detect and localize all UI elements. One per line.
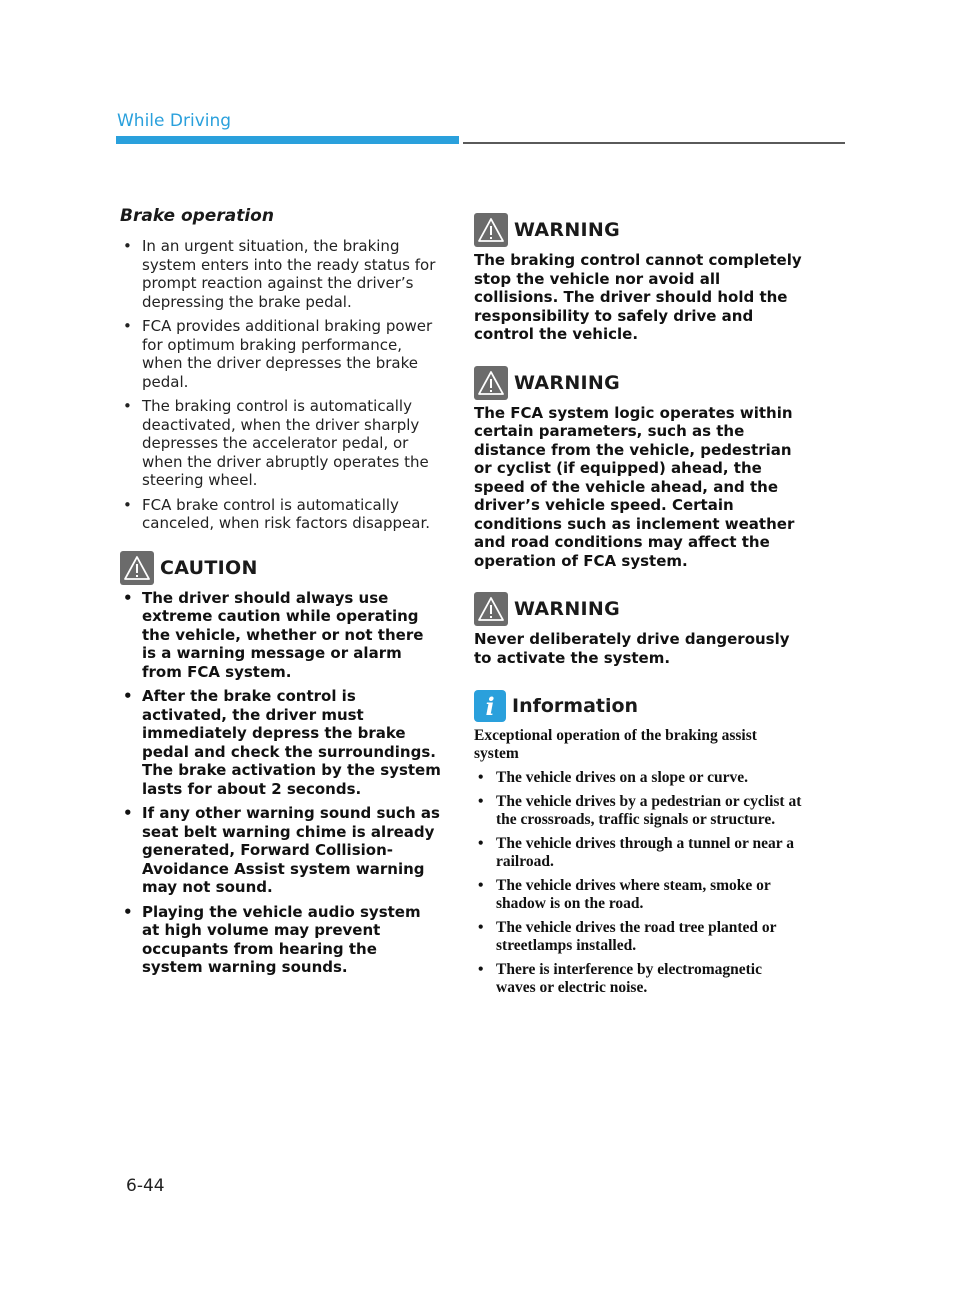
list-item [474,961,804,997]
bullet: • [478,961,484,978]
list-item-text: The vehicle drives where steam, smoke or shadow is on the road. [496,877,771,912]
warning-header [474,213,804,247]
caution-notice [120,551,442,977]
list-item [120,804,442,897]
warning-text: The braking control cannot completely stop the vehicle nor avoid all collisions. The driver should hold the responsibility to safely drive and control the vehicle. [474,251,802,343]
bullet: • [478,793,484,810]
bullet: • [123,687,133,705]
info-icon: i [474,690,506,722]
information-lead: Exceptional operation of the braking assist system [474,727,757,762]
bullet: • [123,495,132,514]
list-item [120,237,442,311]
list-item-text: The braking control is automatically deactivated, when the driver sharply depresses the accelerator pedal, or when the driver abruptly operates the steering wheel. [142,397,429,489]
list-item-text: The vehicle drives on a slope or curve. [496,769,748,786]
list-item [474,769,804,787]
list-item [474,835,804,871]
section-title: While Driving [117,111,232,131]
warning-triangle-icon [120,551,154,585]
header-accent-rule [116,136,459,144]
warning-triangle-icon [474,366,508,400]
list-item-text: FCA brake control is automatically canceled, when risk factors disappear. [142,495,431,532]
caution-label: CAUTION [160,556,258,579]
bullet: • [123,317,132,335]
right-column [474,213,804,1003]
list-item [474,877,804,913]
warning-label: WARNING [514,598,621,620]
list-item-text: The vehicle drives through a tunnel or near a railroad. [496,835,794,870]
list-item [474,793,804,829]
bullet: • [478,877,484,894]
warning-notice [474,213,804,344]
information-header [474,689,804,723]
warning-notice [474,592,804,667]
warning-label: WARNING [514,371,621,394]
information-notice [474,689,804,997]
information-label: Information [512,695,639,717]
list-item [120,589,442,682]
bullet: • [123,237,132,255]
bullet: • [123,397,132,415]
list-item [120,317,442,391]
warning-header [474,366,804,400]
list-item-text: After the brake control is activated, the driver must immediately depress the brake pedal and check the surroundings. The brake activation by the system lasts for about 2 seconds. [142,687,441,798]
warning-text: Never deliberately drive dangerously to activate the system. [474,630,790,667]
information-list [474,769,804,997]
brake-operation-heading: Brake operation [120,206,274,226]
warning-notice [474,366,804,571]
list-item-text: Playing the vehicle audio system at high volume may prevent occupants from hearing the system warning sounds. [142,902,421,976]
list-item-text: There is interference by electromagnetic waves or electric noise. [496,961,762,996]
list-item-text: The driver should always use extreme caution while operating the vehicle, whether or not there is a warning message or alarm from FCA system. [142,588,424,681]
list-item-text: FCA provides additional braking power for optimum braking performance, when the driver depresses the brake pedal. [142,317,433,391]
warning-text: The FCA system logic operates within certain parameters, such as the distance from the vehicle, pedestrian or cyclist (if equipped) ahead, the speed of the vehicle ahead, and the driver’s vehicle speed. Certain conditions such as inclement weather and road conditions may affect the operation of FCA system. [474,403,795,570]
list-item-text: In an urgent situation, the braking system enters into the ready status for prompt reaction against the driver’s depressing the brake pedal. [142,237,436,311]
brake-operation-list [120,237,442,533]
list-item [120,496,442,533]
caution-header [120,551,442,585]
list-item [474,919,804,955]
list-item [120,903,442,977]
bullet: • [478,769,484,786]
caution-list [120,589,442,977]
list-item-text: The vehicle drives the road tree planted or streetlamps installed. [496,919,777,954]
warning-triangle-icon [474,592,508,626]
left-column [120,206,442,983]
bullet: • [478,919,484,936]
warning-label: WARNING [514,219,621,241]
bullet: • [123,588,133,607]
list-item [120,397,442,490]
list-item-text: The vehicle drives by a pedestrian or cyclist at the crossroads, traffic signals or structure. [496,793,802,828]
bullet: • [478,835,484,852]
page-number: 6-44 [126,1176,165,1196]
warning-triangle-icon [474,213,508,247]
bullet: • [123,902,133,921]
warning-header [474,592,804,626]
bullet: • [123,804,133,822]
list-item-text: If any other warning sound such as seat belt warning chime is already generated, Forward Collision-Avoidance Assist system warning may not sound. [142,804,440,896]
header-divider [463,142,845,144]
list-item [120,687,442,798]
